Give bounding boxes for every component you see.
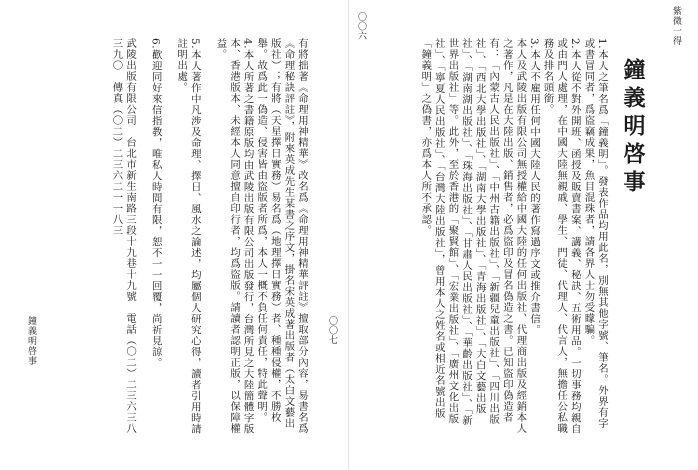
right-page-body [361,38,648,436]
publisher-contact: 武陵出版有限公司 台北市新生南路三段十九巷十九號 電話（〇二）二三六三八三九〇 傳真（〇二）二三六二一一八三 [110,38,137,434]
page-number-left: 〇〇七 [327,316,337,345]
left-page-body [8,38,308,436]
notice-continued: 有將拙著《命理用神精華》改名爲《命理用神精華評註》擅取部分內容，易書名爲《命理秘訣評註》，附來英成先生某書之序文，掛名宋英成著出版者（太白文藝出版社）；有將（天星擇日實務）易名爲（地理擇日實務）者、種種侵權，不勝枚舉。故爲此一偽造、侵害皆由盜版者所爲，本人一概不負任何責任，特此聲明。 [255,38,308,434]
notice-item-3: 3.本人不雇用任何中國大陸人民的著作寫過序文或推介書信。 [528,38,541,336]
page-title: 鐘義明啓事 [620,58,646,198]
running-head-left: 鐘義明啓事 [26,316,36,366]
notice-item-6: 6.歡迎同好來信指教，唯私人時間有限，恕不一一回覆，尚祈見諒。 [149,38,162,369]
right-page [349,0,698,470]
running-head-right: 紫微一得 [671,6,681,46]
notice-item-2: 2.本人從不對外開班、函授及販賣書案、講義、秘訣、五術用品。一切事務均親自或由門人處理，在中國大陸無親戚、學生、門徒、代理人、代言人，無擔任公私職務及排名頭銜。 [541,38,581,435]
notice-item-4: 4.本人所著之書籍原版均由武陵出版有限公司出版發行，台灣所見之大陸簡體字版本、香港版本、未經本人同意擅自印行者，均爲盜版。請讀者認明正版，以保障權益。 [214,38,254,435]
page-number-right: 〇〇六 [356,12,366,41]
notice-item-3b: 本人及武陵出版有限公司無授權給中國大陸的任何出版社、代理商出版及經銷本人之著作，凡是在大陸出版、銷售者，必爲盜印及冒名偽造之書。已知盜印偽造者有：「內蒙古人民出版社」、「中州古籍出版社」、「新疆兒童出版社」、「四川出版社」、「西北大學出版社」、「湖南大學出版社」、「青海出版社」、「大白文藝出版社」、「湖南湖出版社」、「珠海出版社」、「甘肅人民出版社」、「華齡出版社」、「新世界出版社」等。此外，至於香港的「聚賢館」、「宏業出版社」、「廣州文化出版社」、「寧夏人民出版社」、「台灣大陸出版社」，曾用本人之姓名或相近名號出版「鐘義明」之偽書，亦爲本人所不承認。 [419,38,527,434]
notice-item-1: 1.本人之筆名爲「鐘義明」。發表作品均用此名，別無其他字號、筆名。外界有字或書冒同者，爲盜竊成果，魚目混珠者，請各界人士勿受矇騙。 [582,38,608,429]
notice-item-5: 5.本人著作中凡涉及命理、擇日、風水之論述，均屬個人研究心得，讀者引用時請註明出處。 [175,38,201,435]
